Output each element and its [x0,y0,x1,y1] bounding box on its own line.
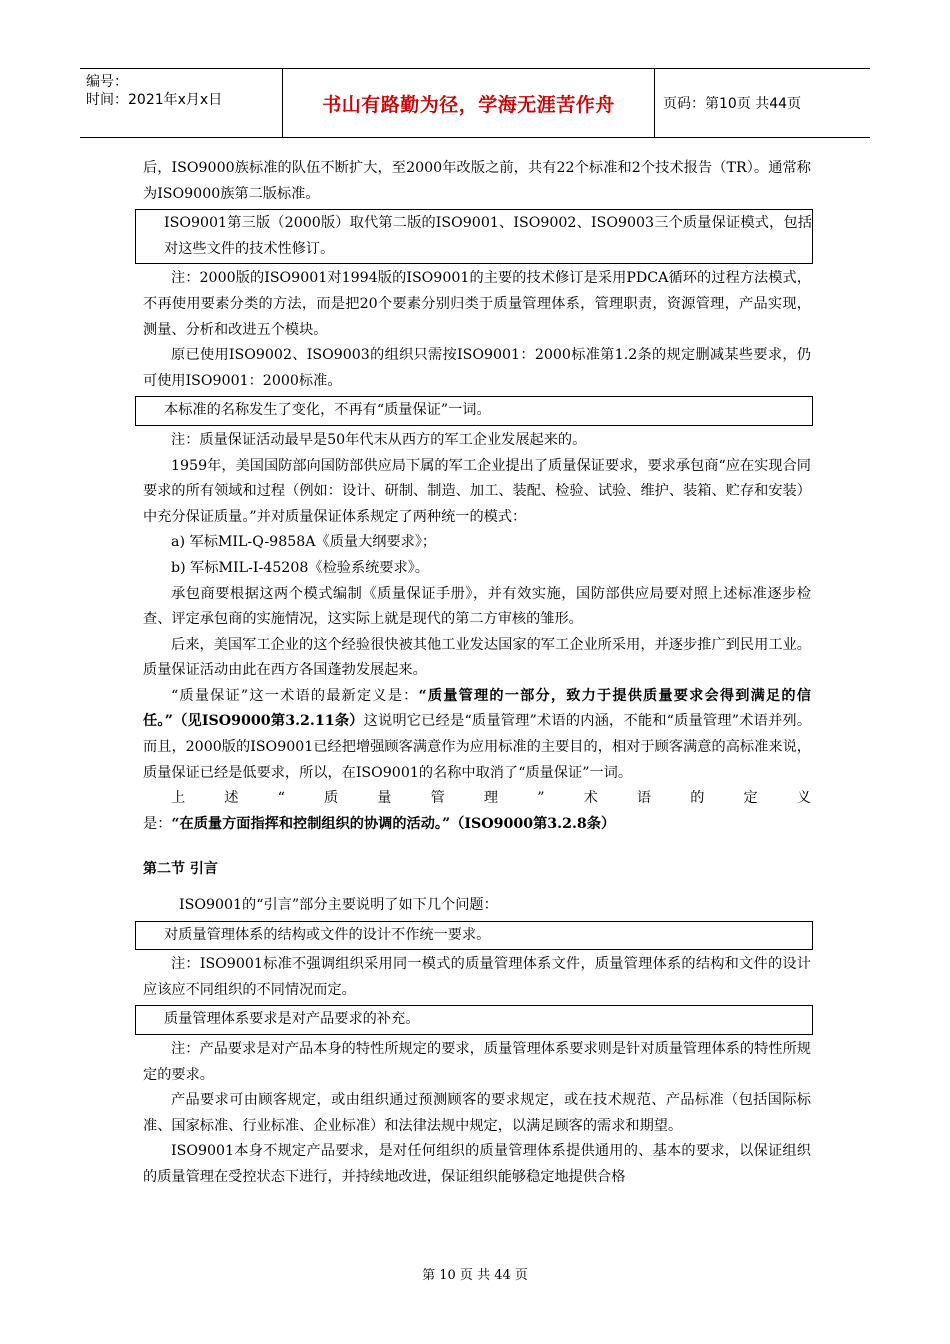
paragraph: ISO9001的“引言”部分主要说明了如下几个问题： [179,897,498,914]
note-paragraph: 注：2000版的ISO9001对1994版的ISO9001的主要的技术修订是采用PDCA循环的过程方法模式，不再使用要素分类的方法，而是把20个要素分别归类于质量管理体系，管理职责，资源管理，产品实现，测量、分析和改进五个模块。 [143,270,811,338]
text-run: 这说明它已经是“质量管理”术语的内涵，不能和“质量管理”术语并列。而且，2000版的ISO9001已经把增强顾客满意作为应用标准的主要目的，相对于顾客满意的高标准来说，质量保证已经是低要求，所以，在ISO9001的名称中取消了“质量保证”一词。 [143,713,812,781]
page-footer: 第 10 页 共 44 页 [422,1268,528,1283]
paragraph: 后，ISO9000族标准的队伍不断扩大，至2000年改版之前，共有22个标准和2个技术报告（TR）。通常称为ISO9000族第二版标准。 [143,160,811,202]
note-paragraph: 注：产品要求是对产品本身的特性所规定的要求，质量管理体系要求则是针对质量管理体系的特性所规定的要求。 [143,1041,811,1083]
note-paragraph: 注：质量保证活动最早是50年代末从西方的军工企业发展起来的。 [171,431,587,448]
paragraph: 本标准的名称发生了变化，不再有“质量保证”一词。 [164,402,491,419]
paragraph: 1959年，美国国防部向国防部供应局下属的军工企业提出了质量保证要求，要求承包商“应在实现合同要求的所有领域和过程（例如：设计、研制、制造、加工、装配、检验、试验、维护、装箱、贮存和安装）中充分保证质量。”并对质量保证体系规定了两种统一的模式： [143,457,811,525]
text-run: 上述“质量管理”术语的定义是： [143,790,811,832]
boxed-clause [135,921,813,951]
paragraph [143,786,811,837]
text-run: “质量保证”这一术语的最新定义是： [171,687,419,704]
definition-bold: “质量管理的一部分，致力于提供质量要求会得到满足的信任。”（见ISO9000第3.2.11条） [143,687,811,730]
paragraph: 质量管理体系要求是对产品要求的补充。 [164,1011,420,1028]
paragraph: 承包商要根据这两个模式编制《质量保证手册》，并有效实施，国防部供应局要对照上述标准逐步检查、评定承包商的实施情况，这实际上就是现代的第二方审核的雏形。 [143,585,811,628]
boxed-clause [135,1005,813,1035]
header-motto-cell [283,69,655,137]
boxed-clause [135,209,813,264]
paragraph: 后来，美国军工企业的这个经验很快被其他工业发达国家的军工企业所采用，并逐步推广到民用工业。质量保证活动由此在西方各国蓬勃发展起来。 [143,636,811,679]
header-info-cell [80,69,283,137]
header-motto: 书山有路勤为径，学海无涯苦作舟 [322,93,615,116]
paragraph: ISO9001第三版（2000版）取代第二版的ISO9001、ISO9002、ISO9003三个质量保证模式，包括对这些文件的技术性修订。 [164,215,812,257]
note-paragraph: 注：ISO9001标准不强调组织采用同一模式的质量管理体系文件，质量管理体系的结构和文件的设计应该应不同组织的不同情况而定。 [143,956,811,998]
paragraph: ISO9001本身不规定产品要求，是对任何组织的质量管理体系提供通用的、基本的要求，以保证组织的质量管理在受控状态下进行，并持续地改进，保证组织能够稳定地提供合格 [143,1143,811,1185]
boxed-clause [135,396,813,426]
definition-bold: “在质量方面指挥和控制组织的协调的活动。”（ISO9000第3.2.8条） [171,815,616,832]
header-page-number: 页码：第10页 共44页 [663,96,802,112]
list-item: b) 军标MIL-I-45208《检验系统要求》。 [171,559,429,576]
document-body [143,156,811,1191]
header-page-cell [655,69,870,137]
list-item: a) 军标MIL-Q-9858A《质量大纲要求》； [171,534,437,551]
page-header [80,68,870,138]
paragraph: 产品要求可由顾客规定，或由组织通过预测顾客的要求规定，或在技术规范、产品标准（包括国际标准、国家标准、行业标准、企业标准）和法律法规中规定，以满足顾客的需求和期望。 [143,1092,811,1134]
paragraph: 对质量管理体系的结构或文件的设计不作统一要求。 [164,926,491,943]
section-heading: 第二节 引言 [143,861,218,878]
paragraph: 原已使用ISO9002、ISO9003的组织只需按ISO9001：2000标准第1.2条的规定删减某些要求，仍可使用ISO9001：2000标准。 [143,347,811,389]
document-date-label: 时间：2021年x月x日 [86,92,223,108]
paragraph [143,684,811,786]
document-number-label: 编号： [86,74,128,90]
